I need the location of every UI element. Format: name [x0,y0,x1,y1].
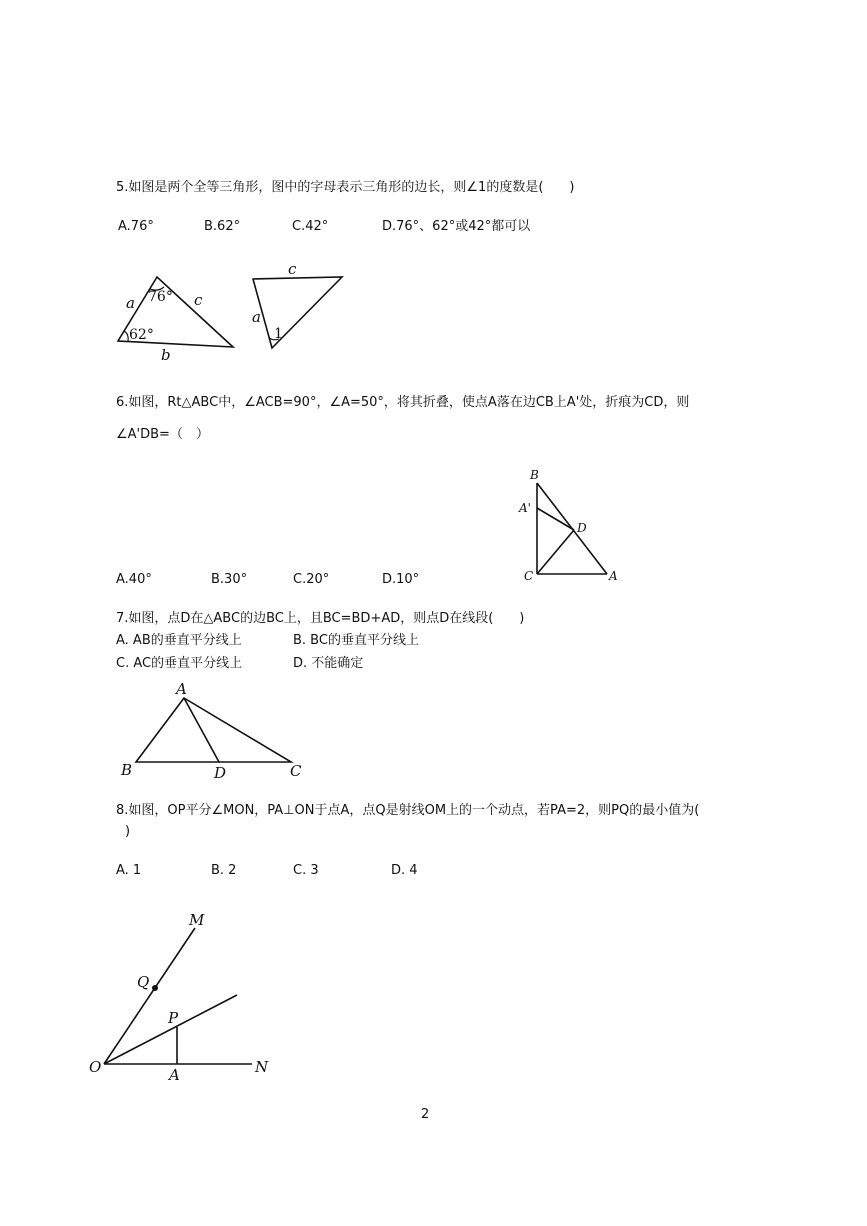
q5-t1-angle-76: 76° [148,289,173,305]
q5-option-b: B.62° [204,219,241,234]
q8-label-o: O [89,1058,102,1076]
q8-label-n: N [255,1058,269,1076]
q7-label-b: B [121,761,133,779]
q7-label-a: A [176,680,187,698]
q7-option-c: C. AC的垂直平分线上 [116,656,243,671]
q8-option-d: D. 4 [391,863,418,878]
q5-option-a: A.76° [118,219,154,234]
q8-stem-line-2: ) [125,824,131,839]
page-number: 2 [421,1107,430,1122]
q8-option-b: B. 2 [211,863,237,878]
q5-option-d: D.76°、62°或42°都可以 [382,219,531,234]
q8-label-m: M [189,911,205,929]
q6-stem-line-1: 6.如图，Rt△ABC中，∠ACB=90°，∠A=50°，将其折叠，使点A落在边CB上A'处，折痕为CD，则 [116,395,690,410]
q6-option-a: A.40° [116,572,152,587]
q5-t2-label-c: c [288,260,297,278]
q6-label-d: D [577,521,587,535]
q8-ray-op [104,995,237,1064]
q6-label-c: C [524,569,534,583]
q6-label-a: A [609,569,618,583]
q5-t2-angle-1: 1 [274,326,283,342]
q8-label-a: A [169,1066,180,1084]
q7-option-b: B. BC的垂直平分线上 [293,633,419,648]
q5-stem: 5.如图是两个全等三角形，图中的字母表示三角形的边长，则∠1的度数是( ) [116,180,575,195]
q8-ray-om [104,928,195,1064]
q8-option-c: C. 3 [293,863,319,878]
q6-label-b: B [530,468,539,482]
q6-stem-line-2: ∠A'DB=（ ） [116,427,209,442]
q5-t1-label-c: c [194,291,203,309]
q6-option-b: B.30° [211,572,248,587]
q5-t2-label-a: a [252,308,261,326]
q7-label-d: D [214,764,227,782]
q8-label-q: Q [137,973,150,991]
q6-option-c: C.20° [293,572,330,587]
q7-option-a: A. AB的垂直平分线上 [116,633,242,648]
q8-label-p: P [168,1009,179,1027]
q8-option-a: A. 1 [116,863,142,878]
q5-t1-angle-62: 62° [129,327,154,343]
q5-t1-label-b: b [161,346,171,364]
q8-stem-line-1: 8.如图，OP平分∠MON，PA⊥ON于点A，点Q是射线OM上的一个动点，若PA=2，则PQ的最小值为( [116,803,700,818]
q8-point-q [152,985,158,991]
q6-option-d: D.10° [382,572,420,587]
q5-t1-label-a: a [126,294,135,312]
q5-option-c: C.42° [292,219,329,234]
q7-option-d: D. 不能确定 [293,656,364,671]
q7-stem: 7.如图，点D在△ABC的边BC上，且BC=BD+AD，则点D在线段( ) [116,611,525,626]
q6-label-a-prime: A' [519,501,531,515]
q7-label-c: C [290,762,302,780]
